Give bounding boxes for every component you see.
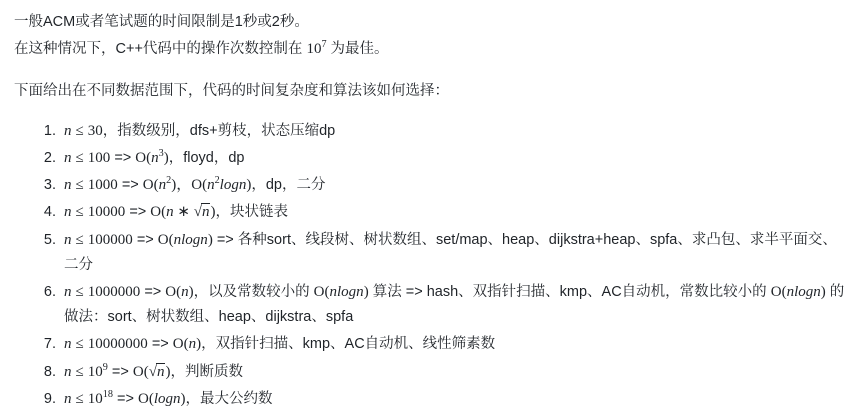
item-0-relation: ≤ xyxy=(75,122,84,139)
item-6-relation: ≤ xyxy=(75,336,84,353)
item-8-bound: $10^{18}$ xyxy=(87,388,113,407)
item-1-complexity: $O(n^3)$ xyxy=(135,147,169,166)
item-6-bound: 10000000 xyxy=(87,336,148,353)
intro-line-3 xyxy=(14,79,850,104)
list-item xyxy=(60,359,850,385)
item-3-var: n xyxy=(64,204,72,221)
item-7-complexity: O(√n) xyxy=(132,363,171,380)
intro-line-3-text: 下面给出在不同数据范围下，代码的时间复杂度和算法该如何选择： xyxy=(14,82,449,99)
item-4-bound: 100000 xyxy=(87,231,133,248)
list-item xyxy=(60,199,850,225)
list-item xyxy=(60,118,850,144)
item-4-tail: => 各种sort、线段树、树状数组、set/map、heap、dijkstra+heap、spfa、求凸包、求半平面交、二分 xyxy=(64,231,837,273)
item-5-arrow: => xyxy=(140,283,166,300)
item-5-relation: ≤ xyxy=(75,283,84,300)
item-2-tail: ，dp，二分 xyxy=(251,177,326,194)
item-8-relation: ≤ xyxy=(75,390,84,407)
item-6-arrow: => xyxy=(147,336,173,353)
item-5-complexity: O(n) xyxy=(165,283,194,300)
item-4-relation: ≤ xyxy=(75,231,84,248)
item-4-complexity: O(nlogn) xyxy=(157,231,213,248)
item-5-var: n xyxy=(64,283,72,300)
item-3-tail: ，块状链表 xyxy=(215,204,288,221)
item-3-complexity: O(n ∗ √n) xyxy=(150,204,216,221)
item-3-bound: 10000 xyxy=(87,204,126,221)
item-5-bound: 1000000 xyxy=(87,283,141,300)
item-1-arrow: => xyxy=(110,149,136,166)
item-1-var: n xyxy=(64,149,72,166)
item-1-tail: ，floyd，dp xyxy=(168,149,245,166)
item-2-bound: 1000 xyxy=(87,177,118,194)
item-3-relation: ≤ xyxy=(75,204,84,221)
item-8-complexity: O(logn) xyxy=(137,390,186,407)
list-item xyxy=(60,145,850,171)
list-item xyxy=(60,386,850,412)
item-6-complexity: O(n) xyxy=(172,336,202,353)
item-1-bound: 100 xyxy=(87,149,111,166)
item-8-bound-exponent: 18 xyxy=(102,388,113,400)
item-8-arrow: => xyxy=(112,390,138,407)
item-2-complexity: $O(n^2)$，$O(n^2\log n)$ xyxy=(142,175,252,194)
operations-count-value xyxy=(306,38,327,57)
item-1-relation: ≤ xyxy=(75,149,84,166)
item-4-arrow: => xyxy=(132,231,158,248)
item-0-tail: ，指数级别，dfs+剪枝，状态压缩dp xyxy=(102,122,336,139)
complexity-list xyxy=(14,118,850,412)
item-2-relation: ≤ xyxy=(75,177,84,194)
item-0-bound: 30 xyxy=(87,122,103,139)
item-0-var: n xyxy=(64,122,72,139)
intro-line-2-prefix: 在这种情况下，C++代码中的操作次数控制在 xyxy=(14,40,307,57)
item-7-relation: ≤ xyxy=(75,363,84,380)
item-4-var: n xyxy=(64,231,72,248)
item-6-var: n xyxy=(64,336,72,353)
item-7-var: n xyxy=(64,363,72,380)
intro-line-2 xyxy=(14,37,850,63)
item-7-arrow: => xyxy=(107,363,133,380)
item-2-arrow: => xyxy=(117,177,143,194)
item-5-complexity-secondary: O(nlogn) xyxy=(313,283,369,300)
intro-line-1 xyxy=(14,10,850,35)
list-item xyxy=(60,331,850,357)
item-8-var: n xyxy=(64,390,72,407)
item-7-bound-exponent: 9 xyxy=(102,361,108,373)
intro-line-2-suffix: 为最佳。 xyxy=(326,40,389,57)
list-item xyxy=(60,227,850,278)
item-7-tail: ，判断质数 xyxy=(170,363,243,380)
operations-count-base: 10 xyxy=(306,40,322,57)
item-3-arrow: => xyxy=(125,204,151,221)
item-6-tail: ，双指针扫描、kmp、AC自动机、线性筛素数 xyxy=(201,336,496,353)
item-7-bound: $10^9$ xyxy=(87,361,108,380)
intro-line-1-text: 一般ACM或者笔试题的时间限制是1秒或2秒。 xyxy=(14,14,309,30)
operations-count-exponent: 7 xyxy=(321,38,327,50)
item-5-complexity-tertiary: O(nlogn) xyxy=(770,283,826,300)
item-2-var: n xyxy=(64,177,72,194)
item-8-tail: ，最大公约数 xyxy=(185,390,273,407)
list-item: 6. n ≤ 1000000 => O(n)，以及常数较小的 O(nlogn) 算法 => hash、双指针扫描、kmp、AC自动机，常数比较小的 O(nlogn) 的做法：sort、树状数组、heap、dijkstra、spfa xyxy=(60,279,850,330)
list-item xyxy=(60,172,850,198)
